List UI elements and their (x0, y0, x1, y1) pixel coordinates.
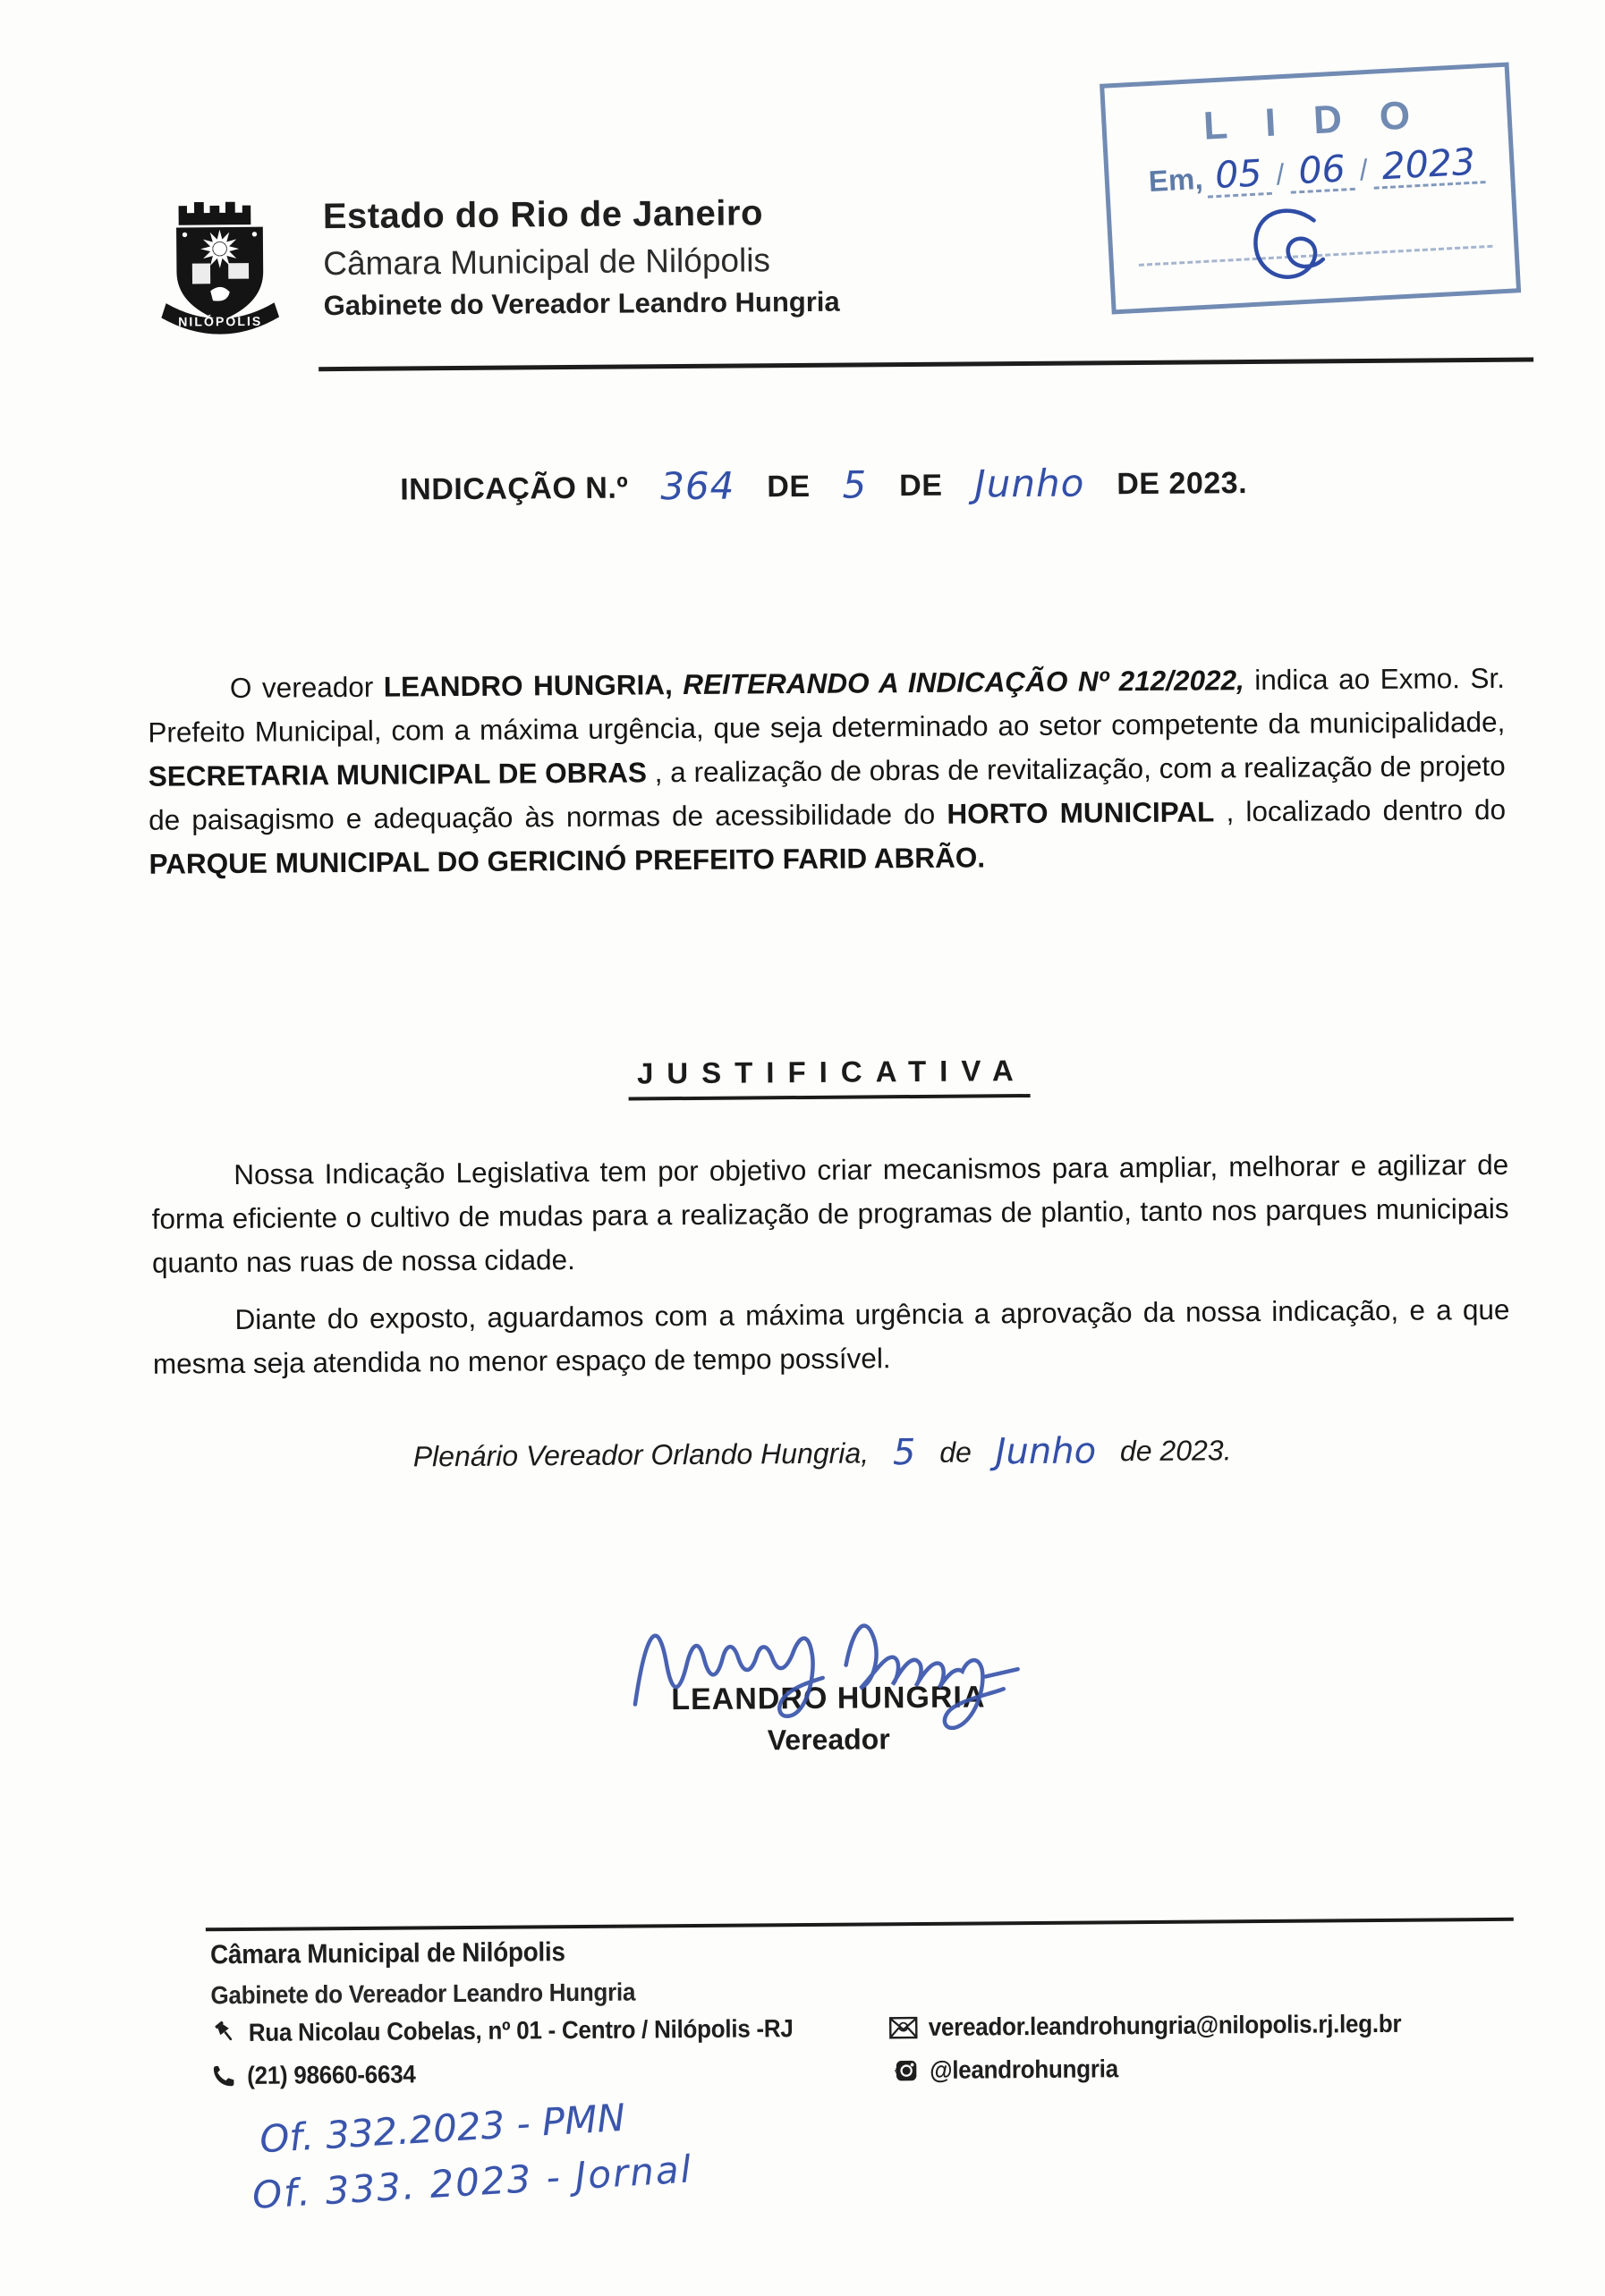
letterhead-state: Estado do Rio de Janeiro (322, 193, 764, 237)
signature-ink (627, 1576, 1031, 1745)
handwritten-notes (251, 2087, 694, 2224)
footer-phone-row (211, 2060, 429, 2090)
footer-social-row (894, 2055, 1133, 2085)
instagram-icon (894, 2058, 919, 2083)
paragraph-justification-2: Diante do exposto, aguardamos com a máxima urgência a aprovação da nossa indicação, e a que mesma seja atendida no menor espaço de tempo possível. (152, 1292, 1510, 1380)
stamp-em-label: Em, (1147, 161, 1204, 199)
paragraph-indication-body: O vereador LEANDRO HUNGRIA, REITERANDO A INDICAÇÃO Nº 212/2022, indica ao Exmo. Sr. Prefeito Municipal, com a máxima urgência, que seja determinado ao setor competente da municipalidade, SECRETARIA MUNICIPAL DE OBRAS , a realização de obras de revitalização, com a realização de projeto de paisagismo e adequação às normas de acessibilidade do HORTO MUNICIPAL , localizado dentro do PARQUE MUNICIPAL DO GERICINÓ PREFEITO FARID ABRÃO. (148, 661, 1507, 880)
lido-stamp (1100, 63, 1521, 315)
envelope-icon (889, 2015, 918, 2040)
signatory-name: LEANDRO HUNGRIA (671, 1680, 986, 1717)
handwritten-note-2: Of. 333. 2023 - Jornal (251, 2147, 694, 2217)
signatory-role: Vereador (767, 1723, 890, 1757)
stamp-separator: / (1275, 157, 1286, 191)
letterhead (323, 193, 840, 323)
stamp-day-handwritten: 05 (1205, 155, 1271, 199)
pushpin-icon (211, 2020, 238, 2046)
footer-address: Rua Nicolau Cobelas, nº 01 - Centro / Nilópolis -RJ (248, 2014, 794, 2046)
letterhead-chamber: Câmara Municipal de Nilópolis (323, 241, 771, 283)
stamp-date-line (1108, 142, 1511, 204)
footer-rule (206, 1918, 1514, 1931)
crest-banner-label: NILÓPOLIS (178, 313, 263, 329)
stamp-initial-signature (1243, 199, 1355, 302)
stamp-year-handwritten: 2023 (1372, 143, 1486, 190)
paragraph-justification-1: Nossa Indicação Legislativa tem por objetivo criar mecanismos para ampliar, melhorar e agilizar de forma eficiente o cultivo de mudas para a realização de programas de plantio, tanto nos parques municipais quanto nas ruas de nossa cidade. (151, 1148, 1509, 1279)
indication-title-line: INDICAÇÃO N.º 364 DE 5 DE Junho DE 2023. (400, 461, 1248, 509)
handwritten-note-1: Of. 332.2023 - PMN (258, 2095, 627, 2162)
justificativa-heading: JUSTIFICATIVA (150, 1050, 1507, 1095)
footer-social: @leandrohungria (930, 2055, 1118, 2084)
stamp-month-handwritten: 06 (1288, 150, 1354, 194)
phone-icon (211, 2063, 236, 2088)
footer-email-row (889, 2009, 1438, 2042)
stamp-title: LIDO (1202, 91, 1449, 148)
footer-organization: Câmara Municipal de Nilópolis (209, 1937, 565, 1970)
letterhead-office: Gabinete do Vereador Leandro Hungria (323, 285, 840, 322)
footer-phone: (21) 98660-6634 (247, 2060, 416, 2089)
header-rule (318, 358, 1533, 372)
footer-office: Gabinete do Vereador Leandro Hungria (210, 1978, 636, 2010)
signature-block (550, 1627, 1106, 1758)
footer-email: vereador.leandrohungria@nilopolis.rj.leg.br (928, 2009, 1402, 2041)
plenary-date-line: Plenário Vereador Orlando Hungria, 5 de Junho de 2023. (412, 1430, 1232, 1474)
stamp-separator: / (1358, 153, 1369, 187)
footer-address-row (211, 2014, 835, 2047)
municipal-coat-of-arms-icon (159, 192, 281, 347)
